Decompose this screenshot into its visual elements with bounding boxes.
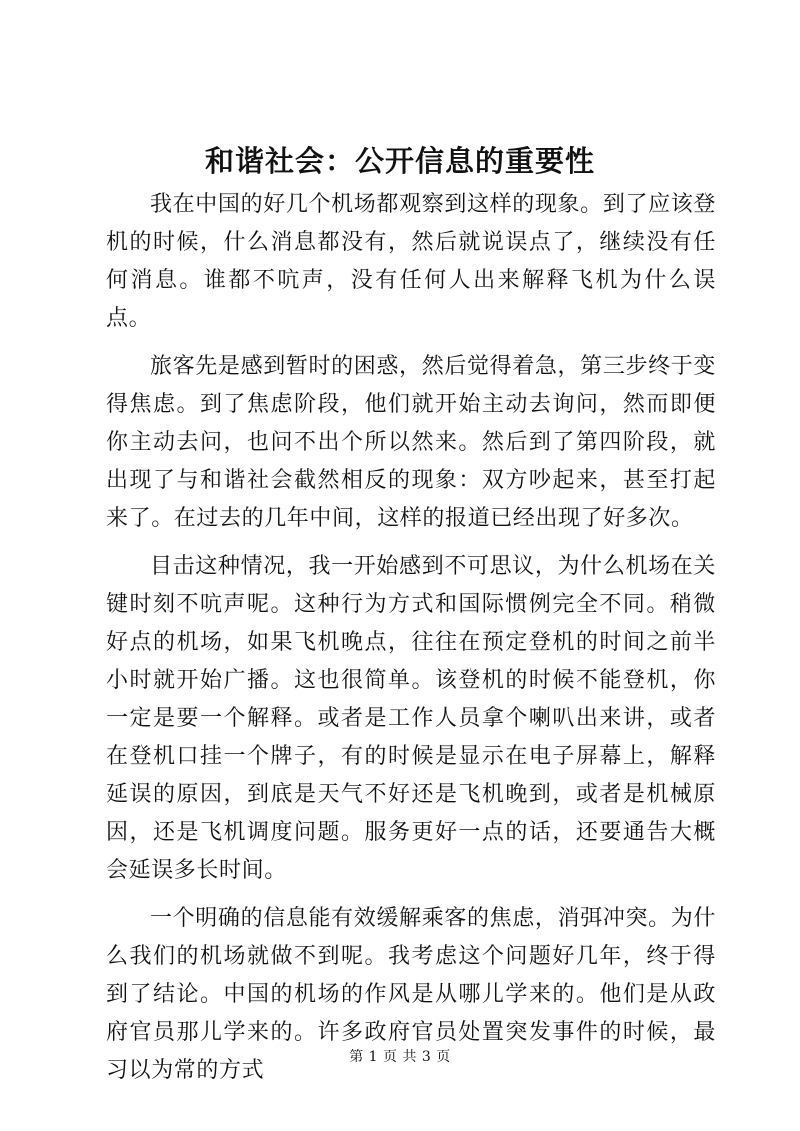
document-body [106,186,716,1090]
paragraph-2: 旅客先是感到暂时的困惑，然后觉得着急，第三步终于变得焦虑。到了焦虑阶段，他们就开始主动去询问，然而即便你主动去问，也问不出个所以然来。然后到了第四阶段，就出现了与和谐社会截然相反的现象：双方吵起来，甚至打起来了。在过去的几年中间，这样的报道已经出现了好多次。 [106,354,716,531]
page-footer: 第 1 页 共 3 页 [349,1049,451,1065]
document-title: 和谐社会：公开信息的重要性 [204,144,595,178]
paragraph-3: 目击这种情况，我一开始感到不可思议，为什么机场在关键时刻不吭声呢。这种行为方式和国际惯例完全不同。稍微好点的机场，如果飞机晚点，往往在预定登机的时间之前半小时就开始广播。这也很简单。该登机的时候不能登机，你一定是要一个解释。或者是工作人员拿个喇叭出来讲，或者在登机口挂一个牌子，有的时候是显示在电子屏幕上，解释延误的原因，到底是天气不好还是飞机晚到，或者是机械原因，还是飞机调度问题。服务更好一点的话，还要通告大概会延误多长时间。 [106,554,716,883]
paragraph-1: 我在中国的好几个机场都观察到这样的现象。到了应该登机的时候，什么消息都没有，然后就说误点了，继续没有任何消息。谁都不吭声，没有任何人出来解释飞机为什么误点。 [106,192,716,331]
paragraph-4: 一个明确的信息能有效缓解乘客的焦虑，消弭冲突。为什么我们的机场就做不到呢。我考虑这个问题好几年，终于得到了结论。中国的机场的作风是从哪儿学来的。他们是从政府官员那儿学来的。许多政府官员处置突发事件的时候，最习以为常的方式 [106,906,716,1083]
